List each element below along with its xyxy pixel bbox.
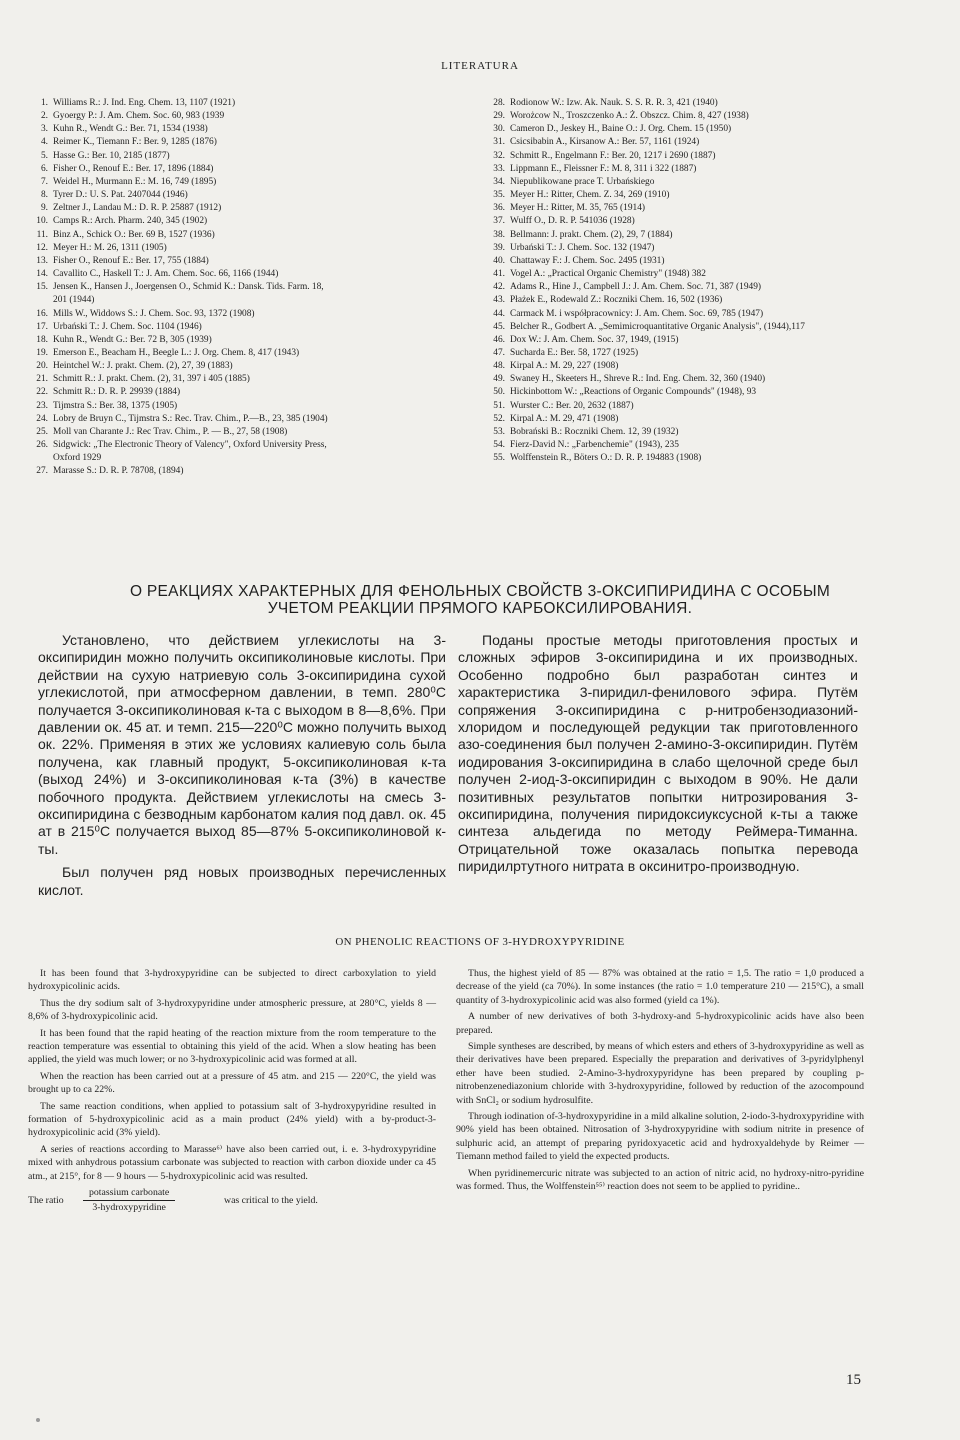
reference-item — [485, 202, 935, 215]
reference-text: Reimer K., Tiemann F.: Ber. 9, 1285 (1876) — [53, 137, 217, 148]
english-paragraph: Simple syntheses are described, by means of which esters and ethers of 3-hydroxypyridine as well as their derivatives have been prepared. Especially the preparation and derivatives of 3-pyridylphenyl ether have been studied. 2-Amino-3-hydroxypyridyne has been prepared by coupling p-nitrobenzenediazonium chloride with 3-hydroxypyridine, followed by reduction of the azocompound with SnCl₂ or sodium hydrosulfite. — [456, 1041, 864, 1106]
reference-text: Worożcow N., Troszczenko A.: Ż. Obszcz. Chim. 8, 427 (1938) — [510, 111, 749, 122]
reference-text: Fierz-David N.: „Farbenchemie" (1943), 235 — [510, 440, 679, 451]
reference-text: 201 (1944) — [53, 295, 95, 306]
reference-item — [485, 452, 935, 465]
reference-number: 4. — [40, 137, 48, 148]
reference-item — [28, 308, 458, 321]
reference-text: Cavallito C., Haskell T.: J. Am. Chem. Soc. 66, 1166 (1944) — [53, 269, 279, 280]
reference-number: 8. — [40, 190, 48, 201]
reference-item — [28, 281, 458, 294]
reference-text: Płażek E., Rodewald Z.: Roczniki Chem. 16, 502 (1936) — [510, 295, 723, 306]
reference-text: Kuhn R., Wendt G.: Ber. 71, 1534 (1938) — [53, 124, 208, 135]
reference-item — [28, 413, 458, 426]
reference-item — [485, 110, 935, 123]
reference-text: Meyer H.: Ritter, Chem. Z. 34, 269 (1910) — [510, 190, 670, 201]
reference-item — [485, 268, 935, 281]
reference-text: Adams R., Hine J., Campbell J.: J. Am. Chem. Soc. 71, 387 (1949) — [510, 282, 762, 293]
reference-text: Rodionow W.: Izw. Ak. Nauk. S. S. R. R. 3, 421 (1940) — [510, 98, 718, 108]
reference-item — [485, 400, 935, 413]
reference-item — [485, 334, 935, 347]
reference-text: Lippmann E., Fleissner F.: M. 8, 311 i 322 (1887) — [510, 163, 697, 174]
reference-item — [28, 347, 458, 360]
reference-item — [28, 268, 458, 281]
reference-text: Wurster C.: Ber. 20, 2632 (1887) — [510, 400, 634, 411]
reference-number: 15. — [36, 282, 48, 293]
reference-number: 36. — [493, 203, 505, 214]
reference-text: Carmack M. i współpracownicy: J. Am. Chem. Soc. 69, 785 (1947) — [510, 308, 764, 319]
ratio-fraction — [83, 1186, 175, 1214]
reference-item — [28, 242, 458, 255]
reference-text: Sidgwick: „The Electronic Theory of Valency", Oxford University Press, — [53, 440, 327, 451]
reference-text: Marasse S.: D. R. P. 78708, (1894) — [53, 466, 184, 477]
reference-item — [28, 136, 458, 149]
reference-text: Fisher O., Renouf E.: Ber. 17, 755 (1884) — [53, 255, 209, 266]
reference-item — [485, 373, 935, 386]
reference-item — [28, 202, 458, 215]
reference-text: Hasse G.: Ber. 10, 2185 (1877) — [53, 150, 170, 161]
reference-text: Hickinbottom W.: „Reactions of Organic Compounds" (1948), 93 — [510, 387, 757, 398]
reference-number: 44. — [493, 308, 505, 319]
reference-number: 51. — [493, 400, 505, 411]
reference-number: 6. — [40, 163, 48, 174]
reference-text: Schmitt R.: D. R. P. 29939 (1884) — [53, 387, 181, 398]
reference-item — [28, 373, 458, 386]
reference-item — [28, 321, 458, 334]
reference-number: 10. — [36, 216, 48, 227]
english-title: ON PHENOLIC REACTIONS OF 3-HYDROXYPYRIDINE — [335, 936, 625, 948]
running-head: LITERATURA — [441, 60, 519, 72]
reference-item — [28, 426, 458, 439]
reference-number: 24. — [36, 413, 48, 424]
scan-speck — [36, 1418, 40, 1422]
reference-text: Meyer H.: Ritter, M. 35, 765 (1914) — [510, 203, 646, 214]
reference-number: 34. — [493, 176, 505, 187]
reference-number: 32. — [493, 150, 505, 161]
reference-number: 40. — [493, 255, 505, 266]
reference-text: Bellmann: J. prakt. Chem. (2), 29, 7 (1884) — [510, 229, 673, 240]
reference-text: Dox W.: J. Am. Chem. Soc. 37, 1949, (1915) — [510, 334, 679, 345]
reference-item — [485, 413, 935, 426]
reference-number: 52. — [493, 413, 505, 424]
ratio-numerator: potassium carbonate — [83, 1186, 175, 1200]
reference-item — [28, 255, 458, 268]
reference-number: 54. — [493, 440, 505, 451]
reference-text: Wulff O., D. R. P. 541036 (1928) — [510, 216, 635, 227]
reference-number: 23. — [36, 400, 48, 411]
reference-number: 38. — [493, 229, 505, 240]
english-paragraph: Thus, the highest yield of 85 — 87% was obtained at the ratio = 1,5. The ratio = 1,0 produced a decrease of the yield (ca 70%). In some instances (the ratio = 1.0 temperature 210 — 215°C), a small quantity of 3-hydroxypicolinic acid was also formed (yield ca 1%). — [456, 968, 864, 1006]
ratio-label: The ratio — [28, 1195, 64, 1207]
english-paragraph: A series of reactions according to Marasse⁶⁾ have also been carried out, i. e. 3-hydroxypyridine mixed with anhydrous potassium carbonate was subjected to reaction with carbon dioxide under ca 45 atm., at 215°, for 8 — 9 hours — 5-hydroxypicolinic acid was resulted. — [28, 1143, 436, 1182]
reference-item — [485, 242, 935, 255]
reference-number: 39. — [493, 242, 505, 253]
reference-item — [485, 294, 935, 307]
reference-text: Mills W., Widdows S.: J. Chem. Soc. 93, 1372 (1908) — [53, 308, 255, 319]
reference-number: 27. — [36, 466, 48, 477]
reference-item — [485, 163, 935, 176]
russian-title-line: О РЕАКЦИЯХ ХАРАКТЕРНЫХ ДЛЯ ФЕНОЛЬНЫХ СВОЙСТВ 3-ОКСИПИРИДИНА С ОСОБЫМ — [129, 583, 831, 600]
reference-number: 11. — [36, 229, 48, 240]
references-right-column — [485, 97, 935, 465]
reference-item — [485, 308, 935, 321]
reference-text: Weidel H., Murmann E.: M. 16, 749 (1895) — [53, 176, 217, 187]
reference-item — [485, 360, 935, 373]
reference-item — [485, 123, 935, 136]
reference-item — [28, 123, 458, 136]
reference-text: Oxford 1929 — [53, 453, 102, 464]
reference-item — [485, 136, 935, 149]
reference-number: 19. — [36, 347, 48, 358]
reference-text: Camps R.: Arch. Pharm. 240, 345 (1902) — [53, 216, 208, 227]
reference-text: Heintchel W.: J. prakt. Chem. (2), 27, 39 (1883) — [53, 361, 233, 372]
reference-number: 30. — [493, 124, 505, 135]
reference-text: Kirpal A.: M. 29, 471 (1908) — [510, 413, 619, 424]
reference-item — [28, 386, 458, 399]
russian-summary-left — [38, 632, 446, 905]
reference-number: 37. — [493, 216, 505, 227]
russian-paragraph: Установлено, что действием углекислоты на 3-оксипиридин можно получить оксипиколиновые кислоты. При действии на сухую натриевую соль 3-оксипиридина сухой углекислотой, при атмосферном давлении, в темп. 280⁰С получается 3-оксипиколиновая к-та с выходом в 8—8,6%. При давлении ок. 45 ат. и темп. 215—220⁰С можно получить выход ок. 22%. Применяя в этих же условиях калиевую соль была получена, как главный продукт, 5-оксипиколиновая к-та (выход 24%) и 3-оксипиколиновая к-та (3%) в качестве побочного продукта. Действием углекислоты на смесь 3-оксипиридина с безводным карбонатом калия под давл. ок. 45 ат в 215⁰С получается выход 85—87% 5-оксипиколиновой к-ты. — [38, 632, 446, 857]
reference-number: 35. — [493, 190, 505, 201]
reference-item — [28, 229, 458, 242]
reference-number: 41. — [493, 269, 505, 280]
reference-number: 26. — [36, 440, 48, 451]
reference-number: 33. — [493, 163, 505, 174]
reference-item — [485, 255, 935, 268]
reference-number: 28. — [493, 98, 505, 108]
reference-text: Meyer H.: M. 26, 1311 (1905) — [53, 242, 167, 253]
reference-number: 45. — [493, 321, 505, 332]
reference-text: Williams R.: J. Ind. Eng. Chem. 13, 1107 (1921) — [53, 98, 236, 108]
english-paragraph: When pyridinemercuric nitrate was subjected to an action of nitric acid, no hydroxy-nitro-pyridine was formed. Thus, the Wolffenstein⁵⁵⁾ reaction does not seem to be applied to pyridine.. — [456, 1167, 864, 1193]
reference-item — [485, 281, 935, 294]
english-summary-right — [456, 967, 864, 1197]
reference-number: 7. — [40, 176, 48, 187]
reference-text: Vogel A.: „Practical Organic Chemistry" (1948) 382 — [510, 269, 706, 280]
english-paragraph: It has been found that the rapid heating of the reaction mixture from the room temperature to the reaction temperature was essential to obtaining this yield of the acid. When a slow heating has been applied, the yield was much lower; or no 3-hydroxypicolinic acid was formed at all. — [28, 1027, 436, 1066]
reference-item — [28, 189, 458, 202]
english-paragraph: A number of new derivatives of both 3-hydroxy-and 5-hydroxypicolinic acids have also been prepared. — [456, 1011, 864, 1036]
english-paragraph: When the reaction has been carried out at a pressure of 45 atm. and 215 — 220°C, the yield was brought up to ca 22%. — [28, 1070, 436, 1096]
reference-number: 12. — [36, 242, 48, 253]
reference-number: 21. — [36, 374, 48, 385]
reference-item — [28, 400, 458, 413]
russian-paragraph: Был получен ряд новых производных перечисленных кислот. — [38, 864, 446, 898]
reference-text: Niepublikowane prace T. Urbańskiego — [510, 176, 655, 187]
reference-item — [485, 150, 935, 163]
reference-number: 53. — [493, 426, 505, 437]
russian-title — [20, 583, 940, 617]
reference-number: 25. — [36, 426, 48, 437]
reference-number: 2. — [40, 111, 48, 122]
reference-text: Kuhn R., Wendt G.: Ber. 72 B, 305 (1939) — [53, 334, 212, 345]
reference-text: Fisher O., Renouf E.: Ber. 17, 1896 (1884) — [53, 163, 214, 174]
reference-item — [28, 110, 458, 123]
reference-number: 13. — [36, 255, 48, 266]
reference-item — [485, 439, 935, 452]
reference-text: Wolffenstein R., Böters O.: D. R. P. 194883 (1908) — [510, 453, 702, 464]
reference-number: 22. — [36, 387, 48, 398]
reference-number: 5. — [40, 150, 48, 161]
reference-text: Sucharda E.: Ber. 58, 1727 (1925) — [510, 347, 639, 358]
ratio-denominator: 3-hydroxypyridine — [92, 1201, 166, 1213]
reference-item — [485, 386, 935, 399]
reference-number: 50. — [493, 387, 505, 398]
english-paragraph: Through iodination of-3-hydroxypyridine in a mild alkaline solution, 2-iodo-3-hydroxypyridine with 90% yield has been obtained. Nitrosation of 3-hydroxypyridine with sodium nitrite in presence of sulphuric acid, an attempt of preparing pyridoxyacetic acid and hydroxyaldehyde by Reimer — Tiemann method failed to yield the expected products. — [456, 1111, 864, 1163]
reference-text: Moll van Charante J.: Rec Trav. Chim., P. — B., 27, 58 (1908) — [53, 426, 288, 437]
reference-text: Tyrer D.: U. S. Pat. 2407044 (1946) — [53, 190, 188, 201]
reference-item — [28, 150, 458, 163]
reference-number: 29. — [493, 111, 505, 122]
reference-item — [28, 465, 458, 478]
reference-number: 9. — [40, 203, 48, 214]
reference-item — [28, 176, 458, 189]
reference-text: Urbański T.: J. Chem. Soc. 1104 (1946) — [53, 321, 202, 332]
reference-text: Zeltner J., Landau M.: D. R. P. 25887 (1912) — [53, 203, 222, 214]
reference-item — [485, 97, 935, 110]
reference-item — [485, 189, 935, 202]
reference-number: 3. — [40, 124, 48, 135]
reference-number: 1. — [40, 98, 48, 108]
reference-item — [485, 229, 935, 242]
reference-text: Urbański T.: J. Chem. Soc. 132 (1947) — [510, 242, 655, 253]
reference-item — [485, 426, 935, 439]
ratio-formula — [28, 1186, 436, 1216]
russian-paragraph: Поданы простые методы приготовления простых и сложных эфиров 3-оксипиридина и их производных. Особенно подробно был разработан синтез и характеристика 3-пиридил-фенилового эфира. Путём сопряжения 3-оксипиридина с р-нитробензодиазоний-хлоридом и последующей редукции так приготовленного азо-соединения был получен 2-амино-3-оксипиридин. Путём иодирования 3-оксипиридина в слабо щелочной среде был получен 2-иод-3-оксипиридин с выходом в 90%. Не дали позитивных результатов попытки нитрозирования 3-оксипиридина, получения пиридоксиуксусной к-ты а также синтеза альдегида по методу Реймера-Тиманна. Отрицательной тоже оказалась попытка перевода пиридилртутного нитрата в оксинитро-производную. — [458, 632, 858, 875]
reference-number: 20. — [36, 361, 48, 372]
references-left-column — [28, 97, 458, 479]
reference-item — [28, 334, 458, 347]
reference-number: 46. — [493, 334, 505, 345]
english-summary-left — [28, 967, 436, 1216]
reference-item — [28, 294, 458, 307]
reference-number: 18. — [36, 334, 48, 345]
reference-text: Gyoergy P.: J. Am. Chem. Soc. 60, 983 (1939 — [53, 111, 225, 122]
reference-text: Cameron D., Jeskey H., Baine O.: J. Org. Chem. 15 (1950) — [510, 124, 732, 135]
reference-text: Emerson E., Beacham H., Beegle L.: J. Org. Chem. 8, 417 (1943) — [53, 347, 300, 358]
english-paragraph: It has been found that 3-hydroxypyridine can be subjected to direct carboxylation to yield hydroxypicolinic acids. — [28, 968, 436, 993]
reference-number: 48. — [493, 361, 505, 372]
reference-item — [485, 347, 935, 360]
english-paragraph: Thus the dry sodium salt of 3-hydroxypyridine under atmospheric pressure, at 280°C, yields 8 — 8,6% of 3-hydroxypicolinic acid. — [28, 997, 436, 1023]
reference-text: Csicsibabin A., Kirsanow A.: Ber. 57, 1161 (1924) — [510, 137, 700, 148]
reference-number: 55. — [493, 453, 505, 464]
reference-item — [485, 215, 935, 228]
reference-item — [28, 439, 458, 452]
reference-number: 17. — [36, 321, 48, 332]
reference-text: Swaney H., Skeeters H., Shreve R.: Ind. Eng. Chem. 32, 360 (1940) — [510, 374, 766, 385]
reference-item — [28, 97, 458, 110]
russian-title-line: УЧЕТОМ РЕАКЦИИ ПРЯМОГО КАРБОКСИЛИРОВАНИЯ. — [267, 600, 693, 617]
reference-text: Chattaway F.: J. Chem. Soc. 2495 (1931) — [510, 255, 665, 266]
reference-text: Kirpal A.: M. 29, 227 (1908) — [510, 361, 619, 372]
reference-item — [485, 321, 935, 334]
reference-number: 43. — [493, 295, 505, 306]
reference-text: Jensen K., Hansen J., Joergensen O., Schmid K.: Dansk. Tids. Farm. 18, — [53, 282, 324, 293]
reference-item — [28, 163, 458, 176]
reference-number: 42. — [493, 282, 505, 293]
english-paragraph: The same reaction conditions, when applied to potassium salt of 3-hydroxypyridine resulted in formation of 5-hydroxypicolinic acid as a main product (24% yield) with a by-product-3-hydroxypicolinic acid (3% yield). — [28, 1100, 436, 1139]
reference-text: Tijmstra S.: Ber. 38, 1375 (1905) — [53, 400, 178, 411]
reference-number: 49. — [493, 374, 505, 385]
ratio-tail: was critical to the yield. — [224, 1195, 318, 1207]
reference-item — [28, 452, 458, 465]
russian-summary-right — [458, 632, 858, 882]
page-number: 15 — [846, 1372, 861, 1388]
reference-text: Binz A., Schick O.: Ber. 69 B, 1527 (1936) — [53, 229, 215, 240]
reference-text: Bobrański B.: Roczniki Chem. 12, 39 (1932) — [510, 426, 679, 437]
reference-text: Lobry de Bruyn C., Tijmstra S.: Rec. Trav. Chim., P.—B., 23, 385 (1904) — [53, 413, 328, 424]
reference-number: 16. — [36, 308, 48, 319]
reference-text: Belcher R., Godbert A. „Semimicroquantitative Organic Analysis", (1944),117 — [510, 321, 805, 332]
reference-text: Schmitt R.: J. prakt. Chem. (2), 31, 397 i 405 (1885) — [53, 374, 250, 385]
reference-number: 14. — [36, 269, 48, 280]
reference-text: Schmitt R., Engelmann F.: Ber. 20, 1217 i 2690 (1887) — [510, 150, 716, 161]
reference-item — [28, 215, 458, 228]
reference-number: 47. — [493, 347, 505, 358]
reference-number: 31. — [493, 137, 505, 148]
reference-item — [485, 176, 935, 189]
reference-item — [28, 360, 458, 373]
